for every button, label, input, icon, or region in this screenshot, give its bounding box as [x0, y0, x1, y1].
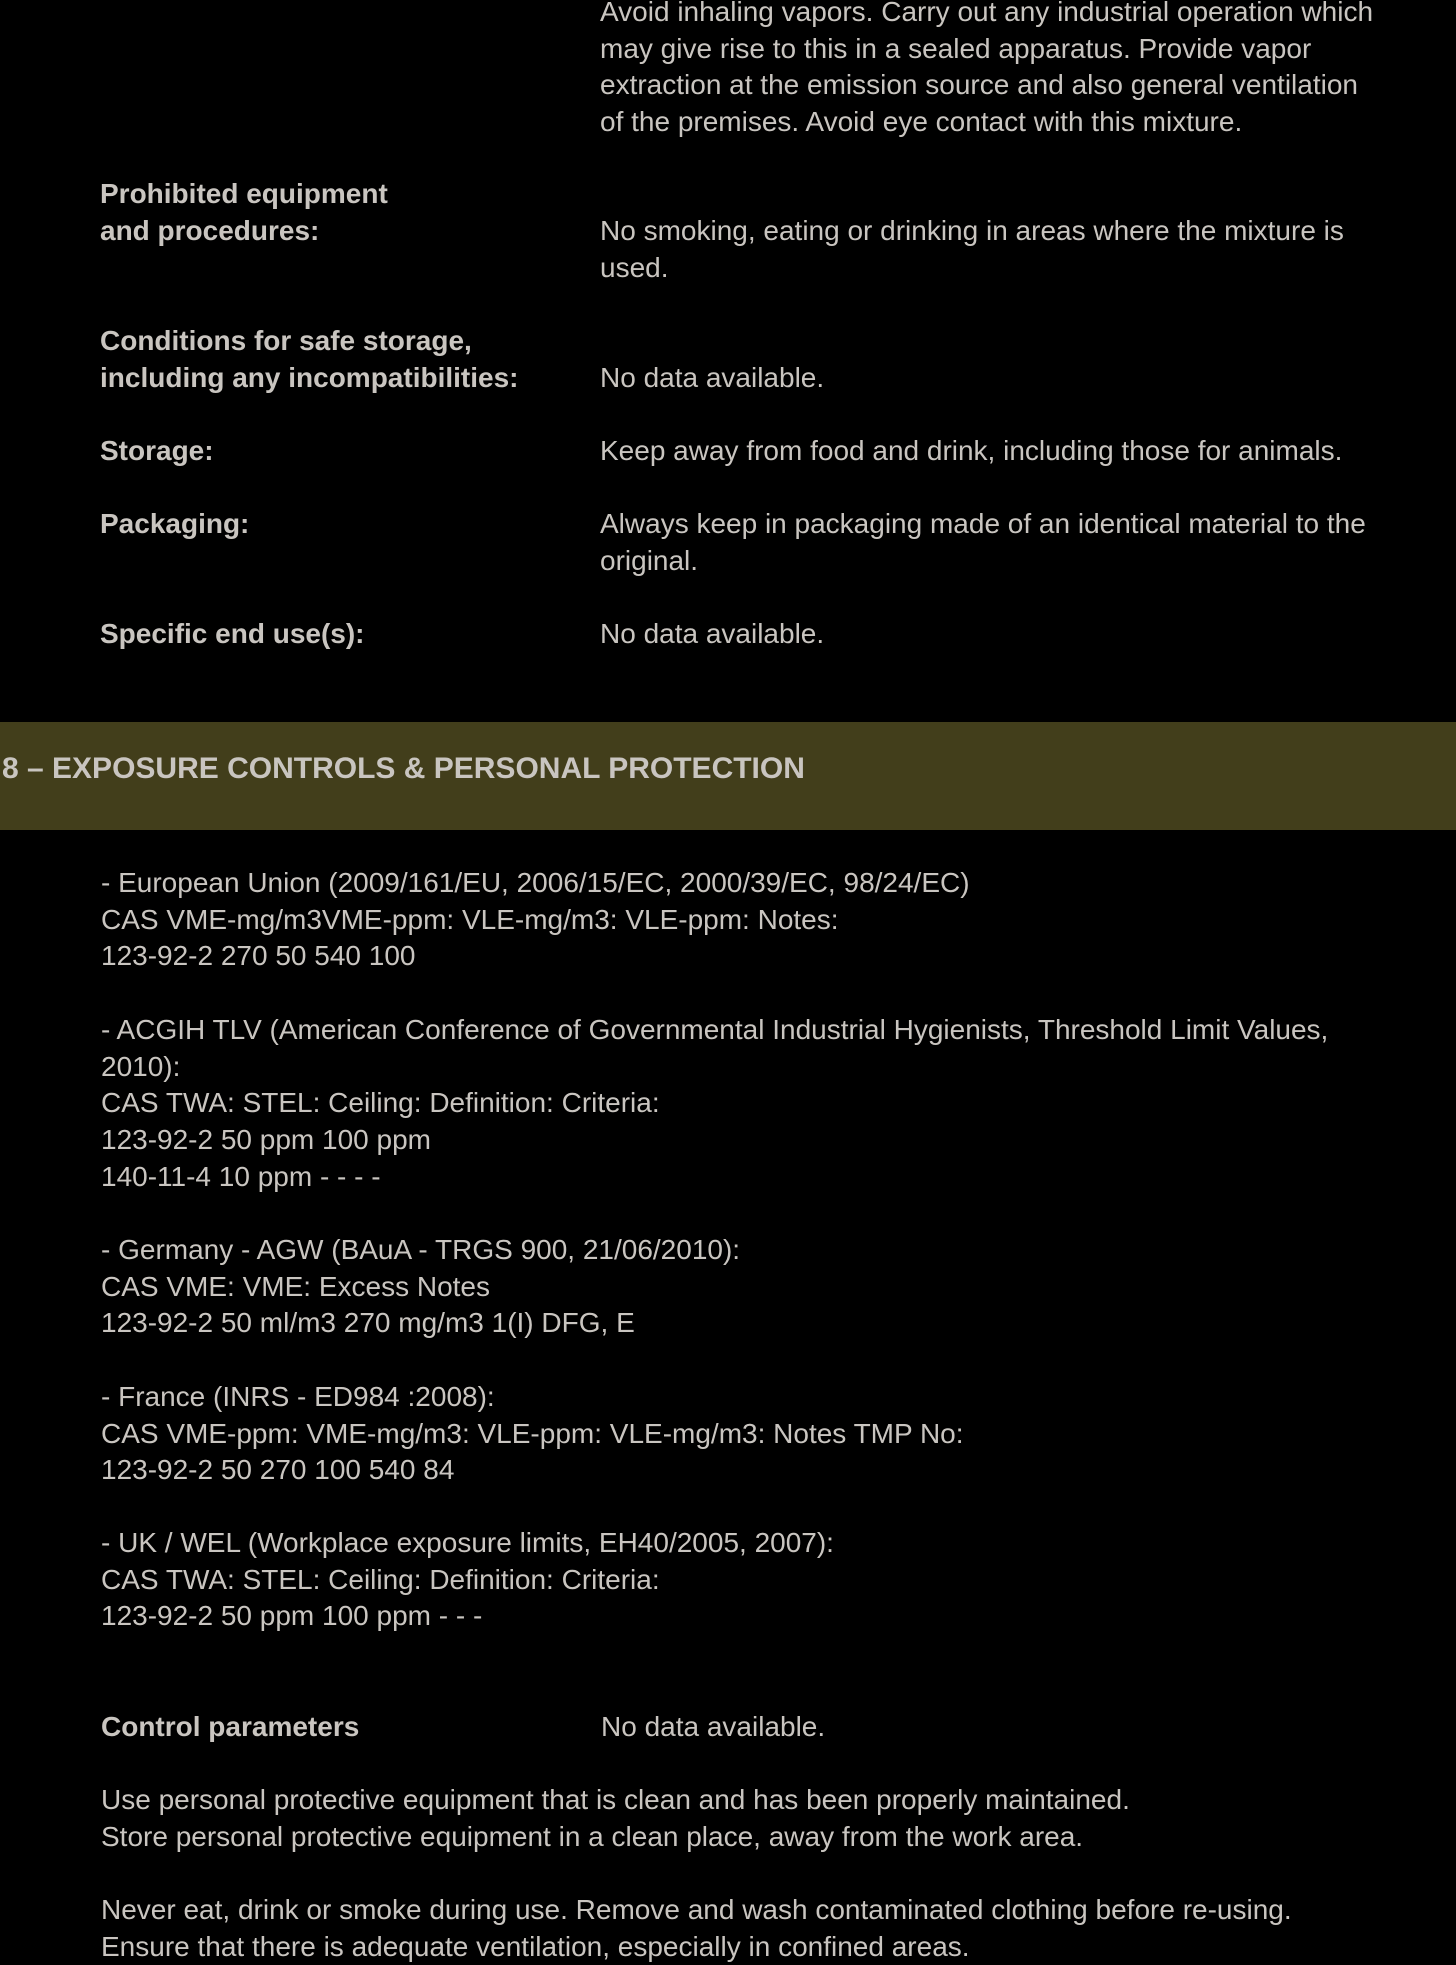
label-line: Prohibited equipment — [100, 178, 388, 209]
label-line: including any incompatibilities: — [100, 361, 519, 393]
text-line: 2010): — [101, 1050, 181, 1082]
text-line: Ensure that there is adequate ventilation, especially in confined areas. — [101, 1930, 970, 1962]
end-use-value: No data available. — [600, 618, 825, 649]
text-line: may give rise to this in a sealed apparatus. Provide vapor — [600, 32, 1312, 64]
text-line: Avoid inhaling vapors. Carry out any industrial operation which — [600, 0, 1374, 27]
safe-storage-label — [100, 323, 570, 396]
text-line: - ACGIH TLV (American Conference of Governmental Industrial Hygienists, Threshold Limit Values, — [101, 1014, 1329, 1045]
text-line: - Germany - AGW (BAuA - TRGS 900, 21/06/2010): — [101, 1234, 741, 1265]
control-parameters-label: Control parameters — [101, 1711, 360, 1742]
storage-value: Keep away from food and drink, including those for animals. — [600, 435, 1343, 466]
control-parameters-value: No data available. — [601, 1711, 826, 1742]
label-line: Conditions for safe storage, — [100, 325, 472, 356]
text-line: Store personal protective equipment in a clean place, away from the work area. — [101, 1820, 1084, 1852]
text-line: 123-92-2 270 50 540 100 — [101, 940, 416, 972]
text-line: CAS VME-mg/m3VME-ppm: VLE-mg/m3: VLE-ppm: Notes: — [101, 903, 839, 935]
value-line: original. — [600, 544, 699, 576]
text-line: - France (INRS - ED984 :2008): — [101, 1381, 495, 1412]
text-line: Use personal protective equipment that is clean and has been properly maintained. — [101, 1784, 1130, 1815]
ppe-instructions — [101, 1782, 1451, 1855]
end-use-label: Specific end use(s): — [100, 618, 365, 649]
handling-precautions-text — [600, 0, 1450, 141]
text-line: - European Union (2009/161/EU, 2006/15/EC, 2000/39/EC, 98/24/EC) — [101, 867, 970, 898]
text-line: CAS VME-ppm: VME-mg/m3: VLE-ppm: VLE-mg/m3: Notes TMP No: — [101, 1417, 964, 1449]
text-line: 123-92-2 50 ml/m3 270 mg/m3 1(I) DFG, E — [101, 1307, 635, 1339]
text-line: CAS TWA: STEL: Ceiling: Definition: Criteria: — [101, 1087, 660, 1119]
hygiene-instructions — [101, 1892, 1451, 1965]
prohibited-equipment-label — [100, 176, 570, 249]
packaging-value — [600, 506, 1450, 579]
value-line: No smoking, eating or drinking in areas where the mixture is — [600, 215, 1344, 246]
value-line: used. — [600, 251, 669, 283]
text-line: Never eat, drink or smoke during use. Remove and wash contaminated clothing before re-using. — [101, 1894, 1292, 1925]
france-exposure-limits — [101, 1379, 1451, 1489]
uk-exposure-limits — [101, 1525, 1451, 1635]
text-line: 140-11-4 10 ppm - - - - — [101, 1160, 381, 1192]
value-line: No data available. — [600, 362, 825, 393]
text-line: of the premises. Avoid eye contact with this mixture. — [600, 106, 1243, 138]
packaging-label: Packaging: — [100, 508, 250, 539]
text-line: CAS VME: VME: Excess Notes — [101, 1270, 490, 1302]
text-line: - UK / WEL (Workplace exposure limits, EH40/2005, 2007): — [101, 1527, 834, 1558]
text-line: 123-92-2 50 ppm 100 ppm - - - — [101, 1600, 483, 1632]
safe-storage-value — [600, 360, 1450, 397]
text-line: 123-92-2 50 270 100 540 84 — [101, 1454, 455, 1486]
acgih-exposure-limits — [101, 1012, 1451, 1196]
germany-exposure-limits — [101, 1232, 1451, 1342]
prohibited-equipment-value — [600, 213, 1450, 286]
text-line: extraction at the emission source and also general ventilation — [600, 69, 1358, 101]
text-line: 123-92-2 50 ppm 100 ppm — [101, 1124, 431, 1156]
label-line: and procedures: — [100, 214, 320, 246]
eu-exposure-limits — [101, 865, 1451, 975]
value-line: Always keep in packaging made of an identical material to the — [600, 508, 1366, 539]
text-line: CAS TWA: STEL: Ceiling: Definition: Criteria: — [101, 1563, 660, 1595]
section-title: 8 – EXPOSURE CONTROLS & PERSONAL PROTECTION — [2, 752, 805, 785]
storage-label: Storage: — [100, 435, 214, 466]
